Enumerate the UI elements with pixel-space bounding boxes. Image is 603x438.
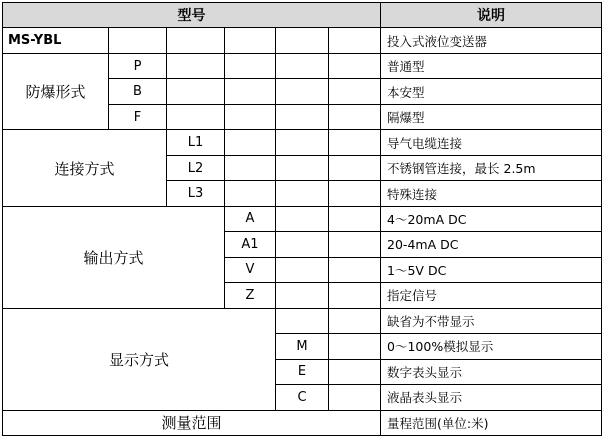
header-model: 型号: [3, 3, 381, 28]
option-code: V: [225, 257, 276, 282]
table-row: [3, 53, 602, 78]
option-code: F: [109, 104, 167, 129]
option-description: 20-4mA DC: [381, 232, 602, 257]
group-label-connection: 连接方式: [3, 130, 167, 206]
footer-description: 量程范围(单位:米): [381, 410, 602, 436]
group-label-display: 显示方式: [3, 308, 276, 410]
footer-label: 测量范围: [3, 410, 381, 436]
option-description: 指定信号: [381, 283, 602, 308]
group-label-explosion: 防爆形式: [3, 53, 109, 129]
option-code: L2: [167, 155, 225, 180]
model-code: MS-YBL: [3, 28, 109, 53]
footer-row: [3, 410, 602, 436]
option-description: 4～20mA DC: [381, 206, 602, 231]
option-code: L3: [167, 181, 225, 206]
option-code: C: [276, 385, 329, 410]
option-description: 普通型: [381, 53, 602, 78]
header-row: [3, 3, 602, 28]
option-description: 特殊连接: [381, 181, 602, 206]
option-description: 不锈钢管连接，最长 2.5m: [381, 155, 602, 180]
option-description: 液晶表头显示: [381, 385, 602, 410]
group-label-output: 输出方式: [3, 206, 225, 308]
header-description: 说明: [381, 3, 602, 28]
option-description: 数字表头显示: [381, 359, 602, 384]
option-code: B: [109, 79, 167, 104]
option-code: [276, 308, 329, 333]
option-description: 隔爆型: [381, 104, 602, 129]
table-row: [3, 308, 602, 333]
model-description: 投入式液位变送器: [381, 28, 602, 53]
option-code: Z: [225, 283, 276, 308]
option-description: 0～100%模拟显示: [381, 334, 602, 359]
option-description: 缺省为不带显示: [381, 308, 602, 333]
option-code: P: [109, 53, 167, 78]
option-description: 1～5V DC: [381, 257, 602, 282]
option-code: A1: [225, 232, 276, 257]
option-code: L1: [167, 130, 225, 155]
option-code: A: [225, 206, 276, 231]
option-code: E: [276, 359, 329, 384]
option-code: M: [276, 334, 329, 359]
table-row: [3, 130, 602, 155]
table-row: [3, 206, 602, 231]
model-selection-table: [2, 2, 602, 436]
option-description: 本安型: [381, 79, 602, 104]
model-row: [3, 28, 602, 53]
option-description: 导气电缆连接: [381, 130, 602, 155]
